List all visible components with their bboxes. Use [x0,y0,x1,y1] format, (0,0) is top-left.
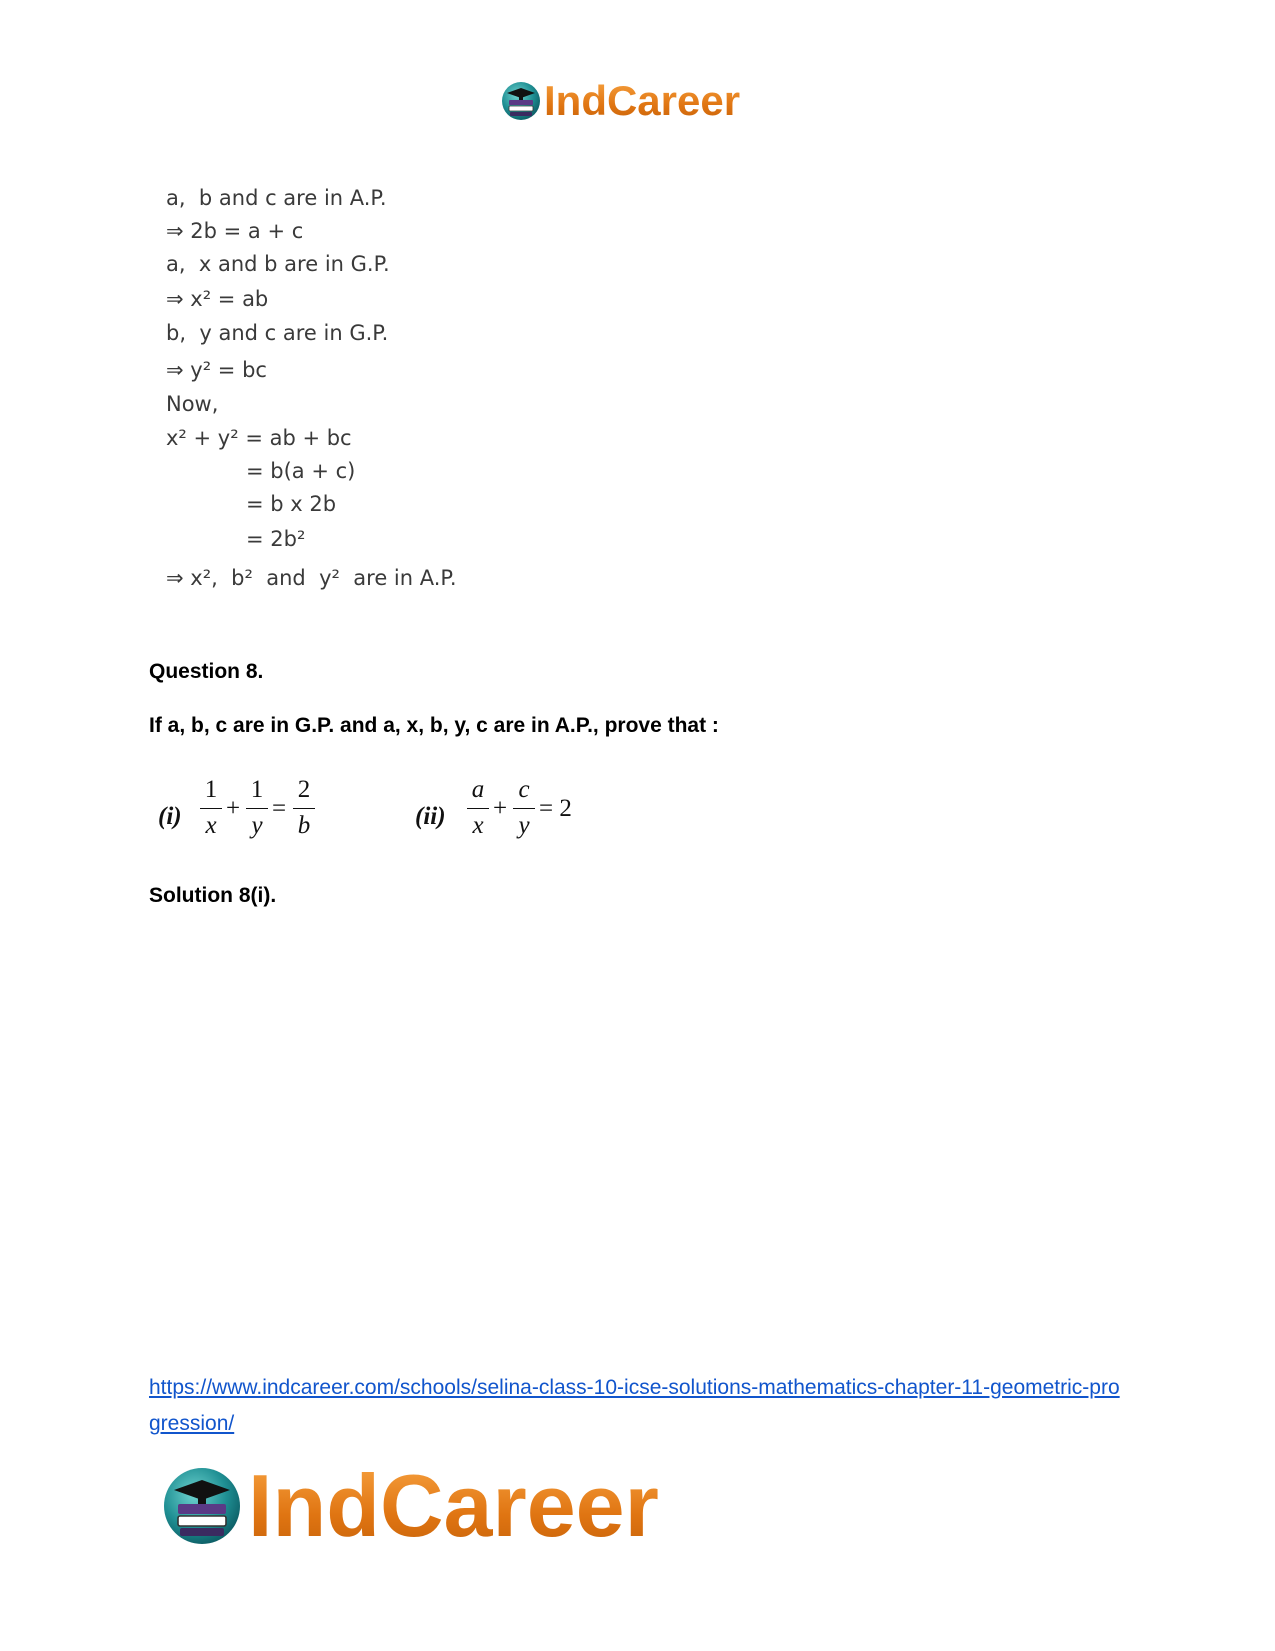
numerator: a [471,776,485,803]
footer-logo [160,1456,659,1555]
operator-equals: = 2 [539,795,572,822]
denominator: y [251,812,263,839]
part-label-ii: (ii) [415,803,446,830]
source-link[interactable]: https://www.indcareer.com/schools/selina-class-10-icse-solutions-mathematics-chapter-11-geometric-progression/ [149,1376,1120,1435]
solution-line: a, x and b are in G.P. [166,252,390,276]
fraction [293,775,315,841]
fraction [246,775,268,841]
solution-line: ⇒ x², b² and y² are in A.P. [166,566,457,590]
solution-line: ⇒ y² = bc [166,358,267,382]
solution-line: Now, [166,392,219,416]
solution-line: = b(a + c) [246,459,356,483]
fraction [467,775,489,841]
question-text: If a, b, c are in G.P. and a, x, b, y, c are in A.P., prove that : [149,714,719,737]
solution-line: ⇒ x² = ab [166,287,269,311]
solution-line: = b x 2b [246,492,337,516]
operator-plus: + [493,795,508,822]
solution-line: ⇒ 2b = a + c [166,219,304,243]
brand-wordmark: IndCareer [248,1456,659,1555]
graduation-book-icon [500,80,542,122]
denominator: x [205,812,217,839]
denominator: b [297,812,311,839]
fraction [200,775,222,841]
question-formulas [150,775,650,855]
solution-line: = 2b² [246,527,306,551]
operator-equals: = [272,795,287,822]
denominator: x [472,812,484,839]
numerator: 1 [250,776,264,803]
header-logo [500,77,741,124]
operator-plus: + [226,795,241,822]
fraction [513,775,535,841]
graduation-book-icon [160,1464,244,1548]
numerator: 2 [297,776,311,803]
solution-line: b, y and c are in G.P. [166,321,389,345]
part-label-i: (i) [158,803,182,830]
numerator: 1 [204,776,218,803]
numerator: c [518,776,530,803]
brand-wordmark: IndCareer [544,77,741,124]
question-heading: Question 8. [149,660,264,683]
solution-line: a, b and c are in A.P. [166,186,387,210]
denominator: y [518,812,530,839]
solution-line: x² + y² = ab + bc [166,426,352,450]
solution-heading: Solution 8(i). [149,884,277,907]
